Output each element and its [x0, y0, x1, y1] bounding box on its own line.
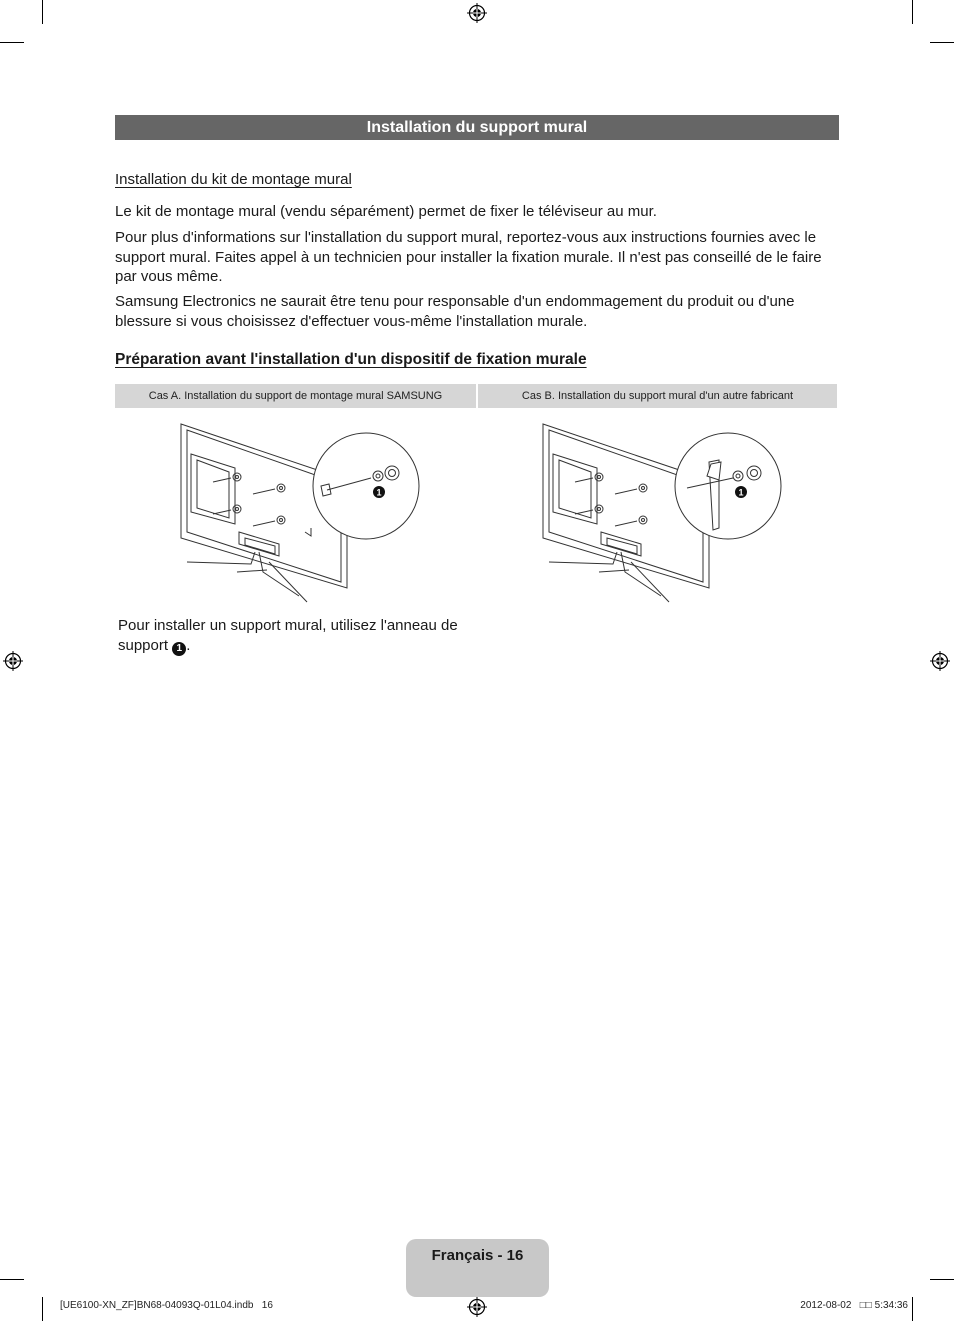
callout-number-badge: 1 [172, 642, 186, 656]
preparation-heading: Préparation avant l'installation d'un dispositif de fixation murale [115, 351, 587, 368]
section-title-bar [115, 115, 839, 140]
page-number-tab [406, 1239, 549, 1297]
crop-mark [0, 42, 24, 43]
crop-mark [0, 1279, 24, 1280]
svg-text:1: 1 [376, 487, 382, 498]
wall-kit-heading: Installation du kit de montage mural [115, 171, 352, 188]
crop-mark [42, 1297, 43, 1321]
section-title: Installation du support mural [366, 119, 588, 136]
svg-text:1: 1 [738, 487, 744, 498]
wall-kit-paragraph-2: Pour plus d'informations sur l'installation du support mural, reportez-vous aux instructions fournies avec le support mural. Faites appel à un technicien pour installer la fixation murale. Il n'est pas conseillé de le faire par vous même. [115, 229, 822, 285]
wall-kit-paragraph-1: Le kit de montage mural (vendu séparément) permet de fixer le téléviseur au mur. [115, 203, 657, 220]
crop-mark [930, 1279, 954, 1280]
registration-mark-icon [3, 651, 23, 671]
crop-mark [912, 1297, 913, 1321]
registration-mark-icon [467, 3, 487, 23]
crop-mark [930, 42, 954, 43]
registration-mark-icon [930, 651, 950, 671]
slug-date-time: 2012-08-02 □□ 5:34:36 [800, 1300, 908, 1311]
page-label: Français - 16 [431, 1247, 524, 1264]
case-b-label: Cas B. Installation du support mural d'un autre fabricant [478, 384, 837, 408]
case-a-illustration [175, 420, 425, 605]
wall-mount-note-text: Pour installer un support mural, utilisez l'anneau de support [118, 617, 458, 654]
wall-mount-note [118, 616, 468, 656]
case-b-illustration [537, 420, 787, 605]
wall-kit-paragraph-3: Samsung Electronics ne saurait être tenu pour responsable d'un endommagement du produit ou d'une blessure si vous choisissez d'effectuer vous-même l'installation murale. [115, 293, 795, 330]
crop-mark [912, 0, 913, 24]
crop-mark [42, 0, 43, 24]
registration-mark-icon [467, 1297, 487, 1317]
slug-file-name: [UE6100-XN_ZF]BN68-04093Q-01L04.indb 16 [60, 1300, 273, 1311]
case-a-label: Cas A. Installation du support de montage mural SAMSUNG [115, 384, 476, 408]
wall-mount-note-end: . [186, 636, 191, 654]
